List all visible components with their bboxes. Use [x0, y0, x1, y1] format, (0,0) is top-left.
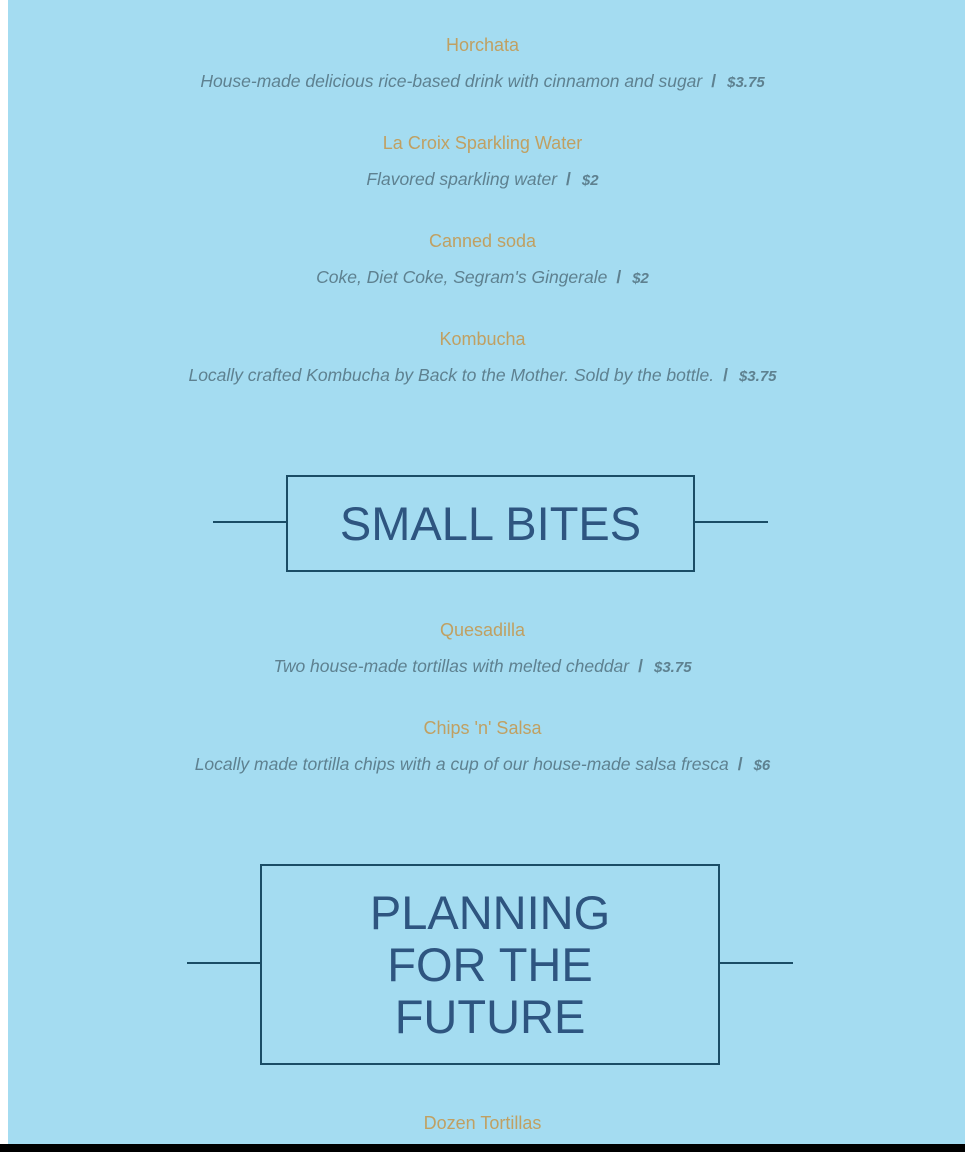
menu-item-name: La Croix Sparkling Water — [382, 133, 583, 153]
item-price: $3.75 — [738, 368, 777, 385]
item-description-text: House-made delicious rice-based drink with cinnamon and sugar — [200, 71, 703, 91]
section-header-small-bites — [286, 475, 695, 572]
menu-item-description — [0, 753, 965, 777]
item-price: $2 — [632, 270, 649, 287]
menu-item-name: Chips 'n' Salsa — [423, 718, 542, 738]
menu-item-description — [0, 168, 965, 192]
section-rule-right — [719, 962, 793, 964]
section-rule-left — [213, 521, 287, 523]
menu-item-name: Quesadilla — [439, 620, 526, 640]
bottom-bar — [0, 1144, 965, 1152]
menu-item-description — [0, 266, 965, 290]
menu-item-description — [0, 70, 965, 94]
menu-item-description — [0, 364, 965, 388]
item-price: $3.75 — [654, 659, 692, 676]
item-price: $2 — [581, 172, 599, 189]
item-description-text: Coke, Diet Coke, Segram's Gingerale — [316, 267, 608, 287]
menu-item-name: Kombucha — [439, 329, 526, 349]
item-price: $6 — [753, 757, 771, 774]
item-price: $3.75 — [727, 74, 765, 91]
price-separator: / — [566, 169, 571, 189]
menu-item-description — [0, 655, 965, 679]
item-description-text: Flavored sparkling water — [366, 169, 558, 189]
section-title: SMALL BITES — [339, 496, 642, 550]
section-title: PLANNING FOR THE FUTURE — [369, 885, 611, 1043]
price-separator: / — [711, 71, 717, 91]
price-separator: / — [723, 365, 728, 385]
section-rule-right — [694, 521, 768, 523]
price-separator: / — [638, 656, 643, 676]
price-separator: / — [737, 754, 743, 774]
menu-item-name: Canned soda — [428, 231, 537, 251]
price-separator: / — [616, 267, 622, 287]
menu-item-name: Horchata — [445, 35, 520, 55]
menu-item-name: Dozen Tortillas — [423, 1113, 542, 1133]
item-description-text: Locally crafted Kombucha by Back to the Mother. Sold by the bottle. — [188, 365, 715, 385]
item-description-text: Locally made tortilla chips with a cup of our house-made salsa fresca — [194, 754, 729, 774]
item-description-text: Two house-made tortillas with melted cheddar — [273, 656, 630, 676]
section-rule-left — [187, 962, 261, 964]
section-header-planning — [260, 864, 720, 1065]
